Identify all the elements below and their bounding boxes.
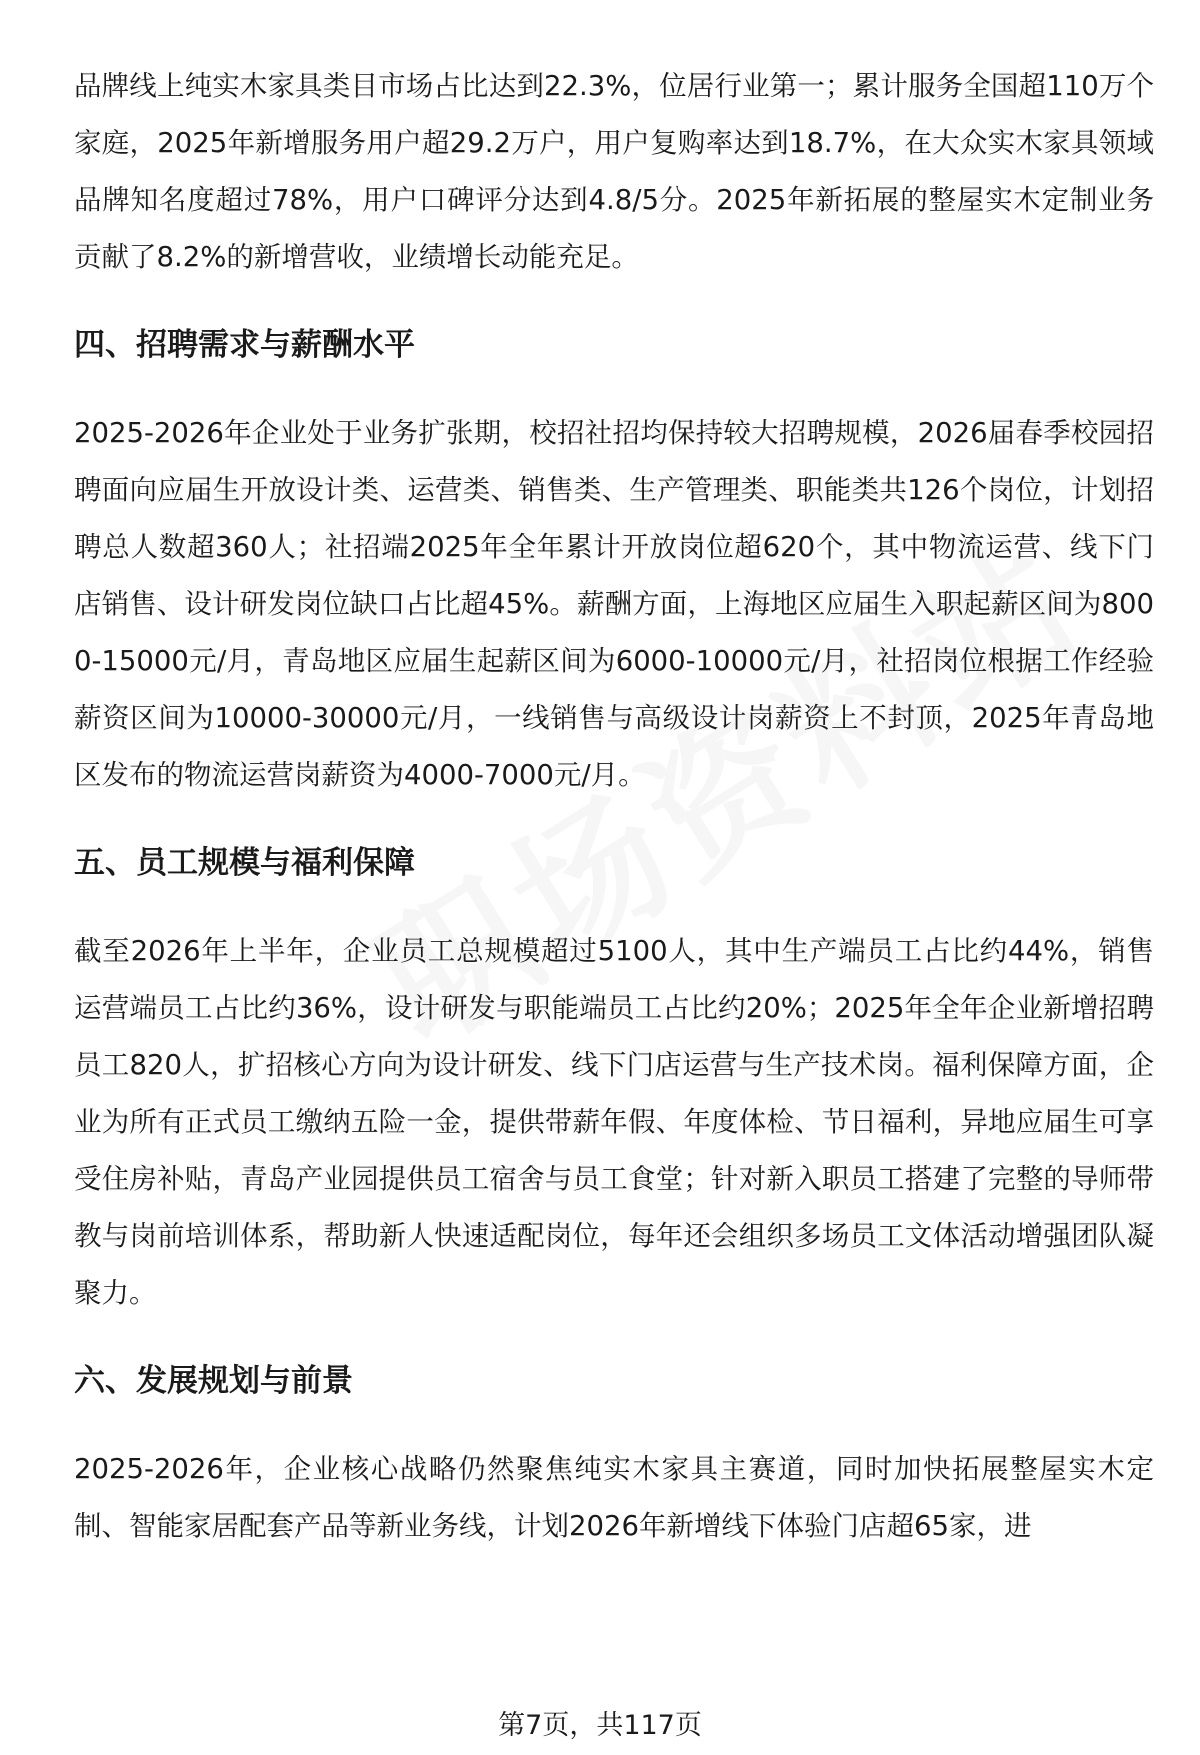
section-paragraph-staff: 截至2026年上半年，企业员工总规模超过5100人，其中生产端员工占比约44%，销售运营端员工占比约36%，设计研发与职能端员工占比约20%；2025年全年企业新增招聘员工820人，扩招核心方向为设计研发、线下门店运营与生产技术岗。福利保障方面，企业为所有正式员工缴纳五险一金，提供带薪年假、年度体检、节日福利，异地应届生可享受住房补贴，青岛产业园提供员工宿舍与员工食堂；针对新入职员工搭建了完整的导师带教与岗前培训体系，帮助新人快速适配岗位，每年还会组织多场员工文体活动增强团队凝聚力。: [74, 935, 1154, 1309]
section-heading-staff: 五、员工规模与福利保障: [74, 845, 415, 881]
section-heading-development: 六、发展规划与前景: [74, 1363, 353, 1399]
page-number-footer: 第7页，共117页: [498, 1710, 702, 1741]
section-heading-recruitment: 四、招聘需求与薪酬水平: [74, 327, 415, 363]
section-paragraph-development: 2025-2026年，企业核心战略仍然聚焦纯实木家具主赛道，同时加快拓展整屋实木定制、智能家居配套产品等新业务线，计划2026年新增线下体验门店超65家，进: [74, 1453, 1154, 1542]
document-content: [74, 58, 1154, 1555]
intro-paragraph: 品牌线上纯实木家具类目市场占比达到22.3%，位居行业第一；累计服务全国超110万个家庭，2025年新增服务用户超29.2万户，用户复购率达到18.7%，在大众实木家具领域品牌知名度超过78%，用户口碑评分达到4.8/5分。2025年新拓展的整屋实木定制业务贡献了8.2%的新增营收，业绩增长动能充足。: [74, 70, 1154, 273]
section-paragraph-recruitment: 2025-2026年企业处于业务扩张期，校招社招均保持较大招聘规模，2026届春季校园招聘面向应届生开放设计类、运营类、销售类、生产管理类、职能类共126个岗位，计划招聘总人数超360人；社招端2025年全年累计开放岗位超620个，其中物流运营、线下门店销售、设计研发岗位缺口占比超45%。薪酬方面，上海地区应届生入职起薪区间为8000-15000元/月，青岛地区应届生起薪区间为6000-10000元/月，社招岗位根据工作经验薪资区间为10000-30000元/月，一线销售与高级设计岗薪资上不封顶，2025年青岛地区发布的物流运营岗薪资为4000-7000元/月。: [74, 417, 1154, 791]
